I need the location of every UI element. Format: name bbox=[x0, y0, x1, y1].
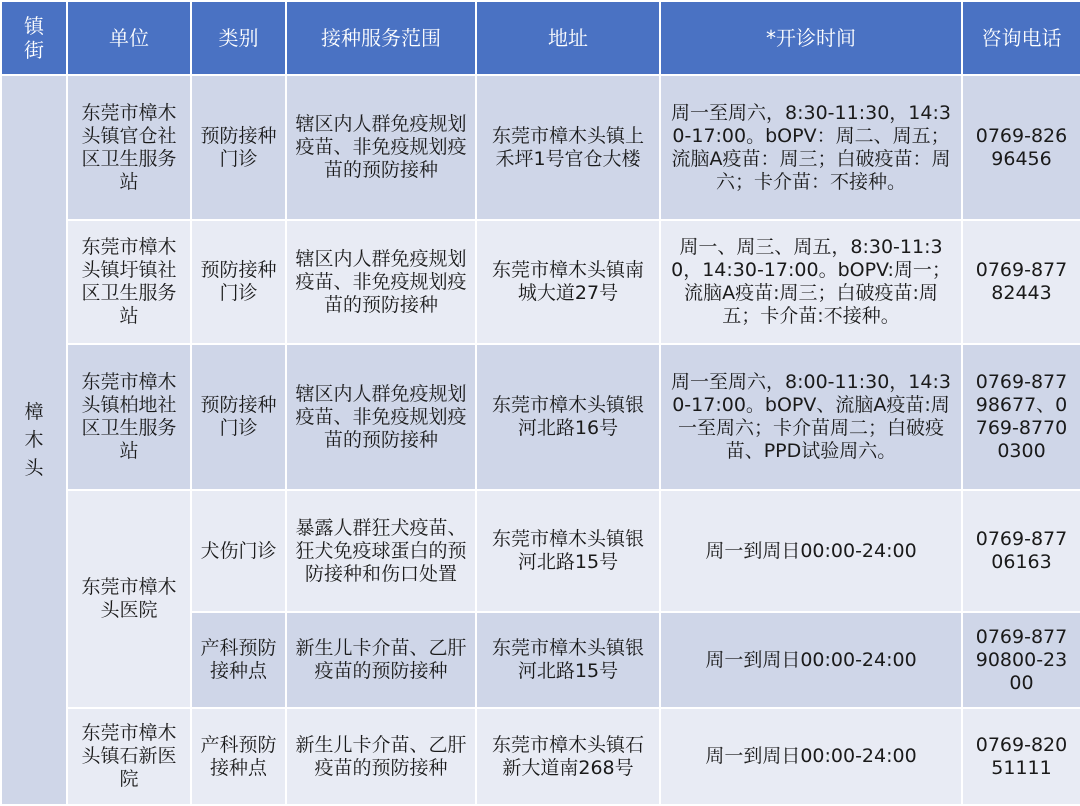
header-town: 镇街 bbox=[1, 1, 67, 75]
table-row bbox=[1, 220, 1080, 344]
scope-cell: 新生儿卡介苗、乙肝疫苗的预防接种 bbox=[286, 708, 476, 805]
unit-cell: 东莞市樟木头镇柏地社区卫生服务站 bbox=[67, 344, 191, 490]
scope-cell: 辖区内人群免疫规划疫苗、非免疫规划疫苗的预防接种 bbox=[286, 344, 476, 490]
address-cell: 东莞市樟木头镇银河北路15号 bbox=[476, 490, 660, 612]
unit-cell: 东莞市樟木头医院 bbox=[67, 490, 191, 708]
category-cell: 预防接种门诊 bbox=[191, 220, 286, 344]
scope-cell: 辖区内人群免疫规划疫苗、非免疫规划疫苗的预防接种 bbox=[286, 75, 476, 220]
header-scope: 接种服务范围 bbox=[286, 1, 476, 75]
hours-cell: 周一至周六，8:30-11:30，14:30-17:00。bOPV：周二、周五；流脑A疫苗：周三；白破疫苗：周六；卡介苗：不接种。 bbox=[660, 75, 962, 220]
table-row bbox=[1, 344, 1080, 490]
phone-cell: 0769-87790800-2300 bbox=[962, 612, 1080, 708]
hours-cell: 周一到周日00:00-24:00 bbox=[660, 490, 962, 612]
hours-cell: 周一至周六，8:00-11:30，14:30-17:00。bOPV、流脑A疫苗:周一至周六；卡介苗周二；白破疫苗、PPD试验周六。 bbox=[660, 344, 962, 490]
header-address: 地址 bbox=[476, 1, 660, 75]
phone-cell: 0769-87782443 bbox=[962, 220, 1080, 344]
hours-cell: 周一到周日00:00-24:00 bbox=[660, 612, 962, 708]
header-hours: *开诊时间 bbox=[660, 1, 962, 75]
phone-cell: 0769-82051111 bbox=[962, 708, 1080, 805]
address-cell: 东莞市樟木头镇银河北路16号 bbox=[476, 344, 660, 490]
header-category: 类别 bbox=[191, 1, 286, 75]
address-cell: 东莞市樟木头镇南城大道27号 bbox=[476, 220, 660, 344]
table-header-row bbox=[1, 1, 1080, 75]
scope-cell: 辖区内人群免疫规划疫苗、非免疫规划疫苗的预防接种 bbox=[286, 220, 476, 344]
header-unit: 单位 bbox=[67, 1, 191, 75]
category-cell: 预防接种门诊 bbox=[191, 75, 286, 220]
scope-cell: 新生儿卡介苗、乙肝疫苗的预防接种 bbox=[286, 612, 476, 708]
category-cell: 预防接种门诊 bbox=[191, 344, 286, 490]
category-cell: 犬伤门诊 bbox=[191, 490, 286, 612]
unit-cell: 东莞市樟木头镇石新医院 bbox=[67, 708, 191, 805]
town-cell: 樟木头 bbox=[1, 75, 67, 805]
table-row bbox=[1, 75, 1080, 220]
phone-cell: 0769-82696456 bbox=[962, 75, 1080, 220]
table-row bbox=[1, 708, 1080, 805]
hours-cell: 周一、周三、周五，8:30-11:30，14:30-17:00。bOPV:周一；流脑A疫苗:周三；白破疫苗:周五；卡介苗:不接种。 bbox=[660, 220, 962, 344]
phone-cell: 0769-87706163 bbox=[962, 490, 1080, 612]
address-cell: 东莞市樟木头镇上禾坪1号官仓大楼 bbox=[476, 75, 660, 220]
address-cell: 东莞市樟木头镇银河北路15号 bbox=[476, 612, 660, 708]
unit-cell: 东莞市樟木头镇圩镇社区卫生服务站 bbox=[67, 220, 191, 344]
unit-cell: 东莞市樟木头镇官仓社区卫生服务站 bbox=[67, 75, 191, 220]
scope-cell: 暴露人群狂犬疫苗、狂犬免疫球蛋白的预防接种和伤口处置 bbox=[286, 490, 476, 612]
table-row bbox=[1, 490, 1080, 612]
category-cell: 产科预防接种点 bbox=[191, 612, 286, 708]
hours-cell: 周一到周日00:00-24:00 bbox=[660, 708, 962, 805]
header-phone: 咨询电话 bbox=[962, 1, 1080, 75]
phone-cell: 0769-87798677、0769-87700300 bbox=[962, 344, 1080, 490]
category-cell: 产科预防接种点 bbox=[191, 708, 286, 805]
address-cell: 东莞市樟木头镇石新大道南268号 bbox=[476, 708, 660, 805]
